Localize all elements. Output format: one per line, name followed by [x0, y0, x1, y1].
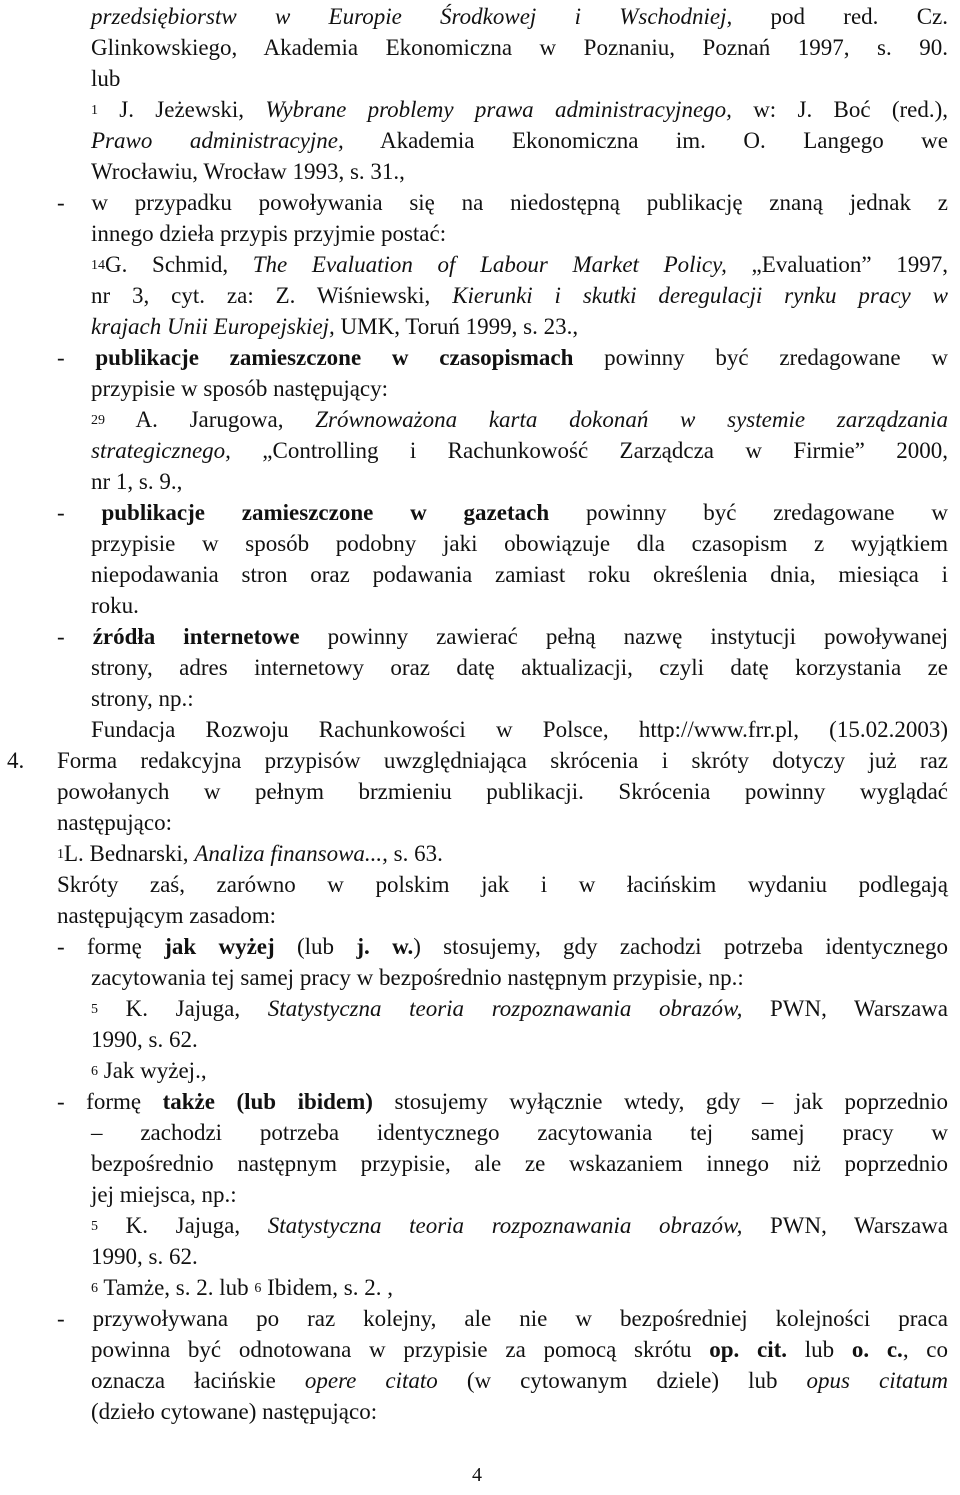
text-line: powołanych w pełnym brzmieniu publikacji. Skrócenia powinny wyglądać: [57, 779, 948, 804]
page-number: 4: [472, 1464, 482, 1486]
text-line: 1990, s. 62.: [91, 1244, 198, 1269]
text-line: nr 3, cyt. za: Z. Wiśniewski, Kierunki i skutki deregulacji rynku pracy w: [91, 283, 948, 308]
text-line: bezpośrednio następnym przypisie, ale ze wskazaniem innego niż poprzednio: [91, 1151, 948, 1176]
bullet-item: - formę także (lub ibidem) stosujemy wyłącznie wtedy, gdy – jak poprzednio: [57, 1089, 948, 1114]
text-line: Prawo administracyjne, Akademia Ekonomiczna im. O. Langego we: [91, 128, 948, 153]
bullet-item: - w przypadku powoływania się na niedostępną publikację znaną jednak z: [57, 190, 948, 215]
bullet-item: - publikacje zamieszczone w czasopismach powinny być zredagowane w: [57, 345, 948, 370]
text-line: jej miejsca, np.:: [91, 1182, 237, 1207]
text-line: przedsiębiorstw w Europie Środkowej i Wschodniej, pod red. Cz.: [91, 4, 948, 29]
text-line: strategicznego, „Controlling i Rachunkowość Zarządcza w Firmie” 2000,: [91, 438, 948, 463]
text-line: strony, np.:: [91, 686, 194, 711]
text-line: niepodawania stron oraz podawania zamiast roku określenia dnia, miesiąca i: [91, 562, 948, 587]
text-line: Skróty zaś, zarówno w polskim jak i w łacińskim wydaniu podlegają: [57, 872, 948, 897]
text-line: Wrocławiu, Wrocław 1993, s. 31.,: [91, 159, 405, 184]
text-line: 1990, s. 62.: [91, 1027, 198, 1052]
text-line: innego dzieła przypis przyjmie postać:: [91, 221, 447, 246]
bullet-item: - źródła internetowe powinny zawierać pełną nazwę instytucji powoływanej: [57, 624, 948, 649]
footnote-example: $^1$ J. Jeżewski, Wybrane problemy prawa administracyjnego, w: J. Boć (red.),: [91, 97, 949, 122]
bullet-item: - publikacje zamieszczone w gazetach powinny być zredagowane w: [57, 500, 948, 525]
text-line: nr 1, s. 9.,: [91, 469, 183, 494]
footnote-example: $^{14}$G. Schmid, The Evaluation of Labour Market Policy, „Evaluation” 1997,: [91, 252, 948, 277]
text-line: strony, adres internetowy oraz datę aktualizacji, czyli datę korzystania ze: [91, 655, 948, 680]
footnote-example: $^{29}$ A. Jarugowa, Zrównoważona karta dokonań w systemie zarządzania: [91, 407, 948, 432]
bullet-item: - formę jak wyżej (lub j. w.) stosujemy, gdy zachodzi potrzeba identycznego: [57, 934, 949, 959]
text-line: zacytowania tej samej pracy w bezpośrednio następnym przypisie, np.:: [91, 965, 744, 990]
text-line: Glinkowskiego, Akademia Ekonomiczna w Poznaniu, Poznań 1997, s. 90.: [91, 35, 948, 60]
footnote-example: $^6$ Tamże, s. 2. lub $^6$ Ibidem, s. 2. ,: [91, 1275, 393, 1300]
text-line: przypisie w sposób następujący:: [91, 376, 389, 401]
text-line: następującym zasadom:: [57, 903, 277, 928]
footnote-example: $^5$ K. Jajuga, Statystyczna teoria rozpoznawania obrazów, PWN, Warszawa: [91, 996, 948, 1021]
text-line: roku.: [91, 593, 139, 618]
text-line: krajach Unii Europejskiej, UMK, Toruń 1999, s. 23.,: [91, 314, 579, 339]
text-line: oznacza łacińskie opere citato (w cytowanym dziele) lub opus citatum: [91, 1368, 948, 1393]
text-line: lub: [91, 66, 121, 91]
footnote-example: $^1$L. Bednarski, Analiza finansowa..., s. 63.: [57, 841, 443, 866]
text-line: powinna być odnotowana w przypisie za pomocą skrótu op. cit. lub o. c., co: [91, 1337, 948, 1362]
url-example: Fundacja Rozwoju Rachunkowości w Polsce, http://www.frr.pl, (15.02.2003): [91, 717, 948, 742]
list-number: 4.: [7, 748, 25, 773]
footnote-example: $^5$ K. Jajuga, Statystyczna teoria rozpoznawania obrazów, PWN, Warszawa: [91, 1213, 948, 1238]
text-line: Forma redakcyjna przypisów uwzględniająca skrócenia i skróty dotyczy już raz: [57, 748, 948, 773]
text-line: przypisie w sposób podobny jaki obowiązuje dla czasopism z wyjątkiem: [91, 531, 948, 556]
text-line: – zachodzi potrzeba identycznego zacytowania tej samej pracy w: [91, 1120, 948, 1145]
text-line: następująco:: [57, 810, 172, 835]
footnote-example: $^6$ Jak wyżej.,: [91, 1058, 207, 1083]
bullet-item: - przywoływana po raz kolejny, ale nie w bezpośredniej kolejności praca: [57, 1306, 948, 1331]
text-line: (dzieło cytowane) następująco:: [91, 1399, 378, 1424]
